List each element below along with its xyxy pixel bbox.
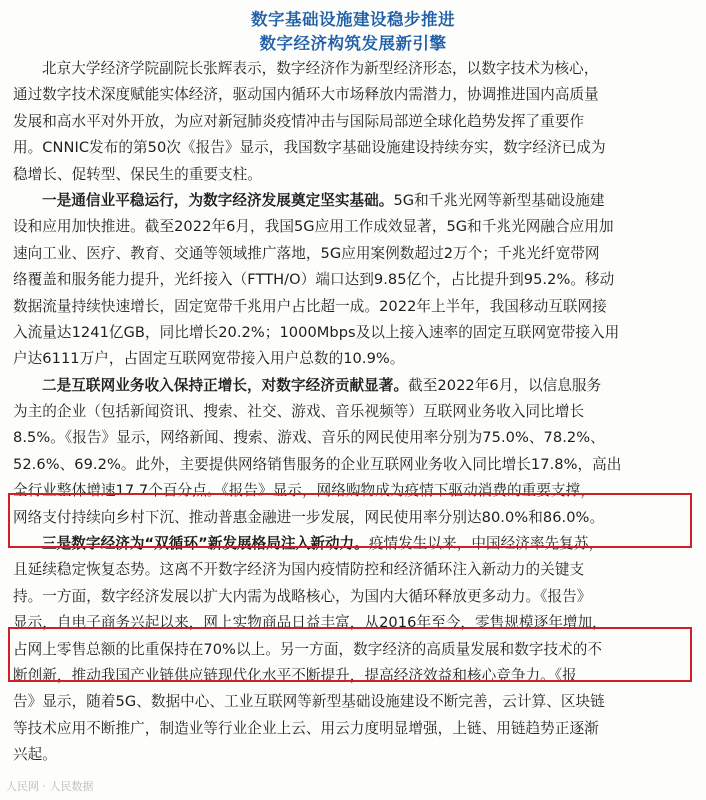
line-text: 速向工业、医疗、教育、交通等领域推广落地，5G应用案例数超过2万个；千兆光纤宽带网 (13, 244, 600, 262)
text-line (13, 294, 699, 320)
bold-lead-sentence: 二是互联网业务收入保持正增长，对数字经济贡献显著。 (42, 376, 409, 394)
line-text: 入流量达1241亿GB，同比增长20.2%；1000Mbps及以上接入速率的固定互联网宽带接入用 (13, 323, 620, 341)
text-line (13, 505, 699, 531)
line-text: 发展和高水平对外开放，为应对新冠肺炎疫情冲击与国际局部逆全球化趋势发挥了重要作 (13, 112, 585, 130)
text-line (13, 373, 699, 399)
text-line (13, 689, 699, 715)
text-line (13, 663, 699, 689)
line-text: 网络支付持续向乡村下沉、推动普惠金融进一步发展，网民使用率分别达80.0%和86.0%。 (13, 508, 605, 526)
line-text: 通过数字技术深度赋能实体经济，驱动国内循环大市场释放内需潜力，协调推进国内高质量 (13, 86, 599, 104)
text-line (13, 716, 699, 742)
line-text: 52.6%、69.2%。此外，主要提供网络销售服务的企业互联网业务收入同比增长17.8%，高出 (13, 455, 622, 473)
line-text: 5G和千兆光网等新型基础设施建 (393, 191, 605, 209)
article-title-line-1: 数字基础设施建设稳步推进 (251, 10, 455, 29)
article-body (13, 56, 699, 769)
line-text: 稳增长、促转型、保民生的重要支柱。 (13, 165, 262, 183)
line-text: 断创新，推动我国产业链供应链现代化水平不断提升，提高经济效益和核心竞争力。《报 (13, 666, 577, 684)
line-text: 疫情发生以来，中国经济率先复苏， (368, 535, 604, 553)
line-text: 告》显示，随着5G、数据中心、工业互联网等新型基础设施建设不断完善，云计算、区块链 (13, 693, 605, 711)
line-text: 且延续稳定恢复态势。这离不开数字经济为国内疫情防控和经济循环注入新动力的关键支 (13, 561, 585, 579)
text-line (13, 637, 699, 663)
article-title-line-2: 数字经济构筑发展新引擎 (259, 34, 447, 53)
text-line (13, 399, 699, 425)
text-line (13, 610, 699, 636)
text-line (13, 214, 699, 240)
bold-lead-sentence: 一是通信业平稳运行，为数字经济发展奠定坚实基础。 (42, 191, 394, 209)
line-text: 设和应用加快推进。截至2022年6月，我国5G应用工作成效显著，5G和千兆光网融合应用加 (13, 218, 614, 236)
text-line (13, 346, 699, 372)
text-line (13, 478, 699, 504)
line-text: 为主的企业（包括新闻资讯、搜索、社交、游戏、音乐视频等）互联网业务收入同比增长 (13, 403, 585, 421)
text-line (13, 320, 699, 346)
text-line (13, 56, 699, 82)
text-line (13, 452, 699, 478)
text-line (13, 162, 699, 188)
text-line (13, 531, 699, 557)
watermark: 人民网 · 人民数据 (6, 780, 94, 793)
line-text: 兴起。 (13, 746, 57, 764)
line-text: 数据流量持续快速增长，固定宽带千兆用户占比超一成。2022年上半年，我国移动互联网接 (13, 297, 607, 315)
line-text: 用。CNNIC发布的第50次《报告》显示，我国数字基础设施建设持续夯实，数字经济已成为 (13, 139, 606, 157)
bold-lead-sentence: 三是数字经济为“双循环”新发展格局注入新动力。 (42, 535, 369, 553)
line-text: 络覆盖和服务能力提升，光纤接入（FTTH/O）端口达到9.85亿个，占比提升到95.2%。移动 (13, 271, 615, 289)
line-text: 8.5%。《报告》显示，网络新闻、搜索、游戏、音乐的网民使用率分别为75.0%、78.2%、 (13, 429, 605, 447)
line-text: 持。一方面，数字经济发展以扩大内需为战略核心，为国内大循环释放更多动力。《报告》 (13, 587, 592, 605)
text-line (13, 135, 699, 161)
line-text: 北京大学经济学院副院长张辉表示，数字经济作为新型经济形态，以数字技术为核心， (42, 60, 599, 77)
text-line (13, 267, 699, 293)
line-text: 全行业整体增速17.7个百分点。《报告》显示，网络购物成为疫情下驱动消费的重要支撑， (13, 482, 595, 500)
line-text: 户达6111万户，占固定互联网宽带接入用户总数的10.9%。 (13, 350, 405, 368)
text-line (13, 241, 699, 267)
line-text: 截至2022年6月，以信息服务 (408, 376, 602, 394)
text-line (13, 82, 699, 108)
text-line (13, 188, 699, 214)
text-line (13, 584, 699, 610)
line-text: 等技术应用不断推广，制造业等行业企业上云、用云力度明显增强，上链、用链趋势正逐渐 (13, 719, 599, 737)
text-line (13, 557, 699, 583)
line-text: 占网上零售总额的比重保持在70%以上。另一方面，数字经济的高质量发展和数字技术的不 (13, 640, 603, 658)
text-line (13, 425, 699, 451)
article-titles (0, 0, 706, 56)
line-text: 显示，自电子商务兴起以来，网上实物商品日益丰富，从2016年至今，零售规模逐年增加， (13, 614, 607, 632)
text-line (13, 742, 699, 768)
text-line (13, 109, 699, 135)
